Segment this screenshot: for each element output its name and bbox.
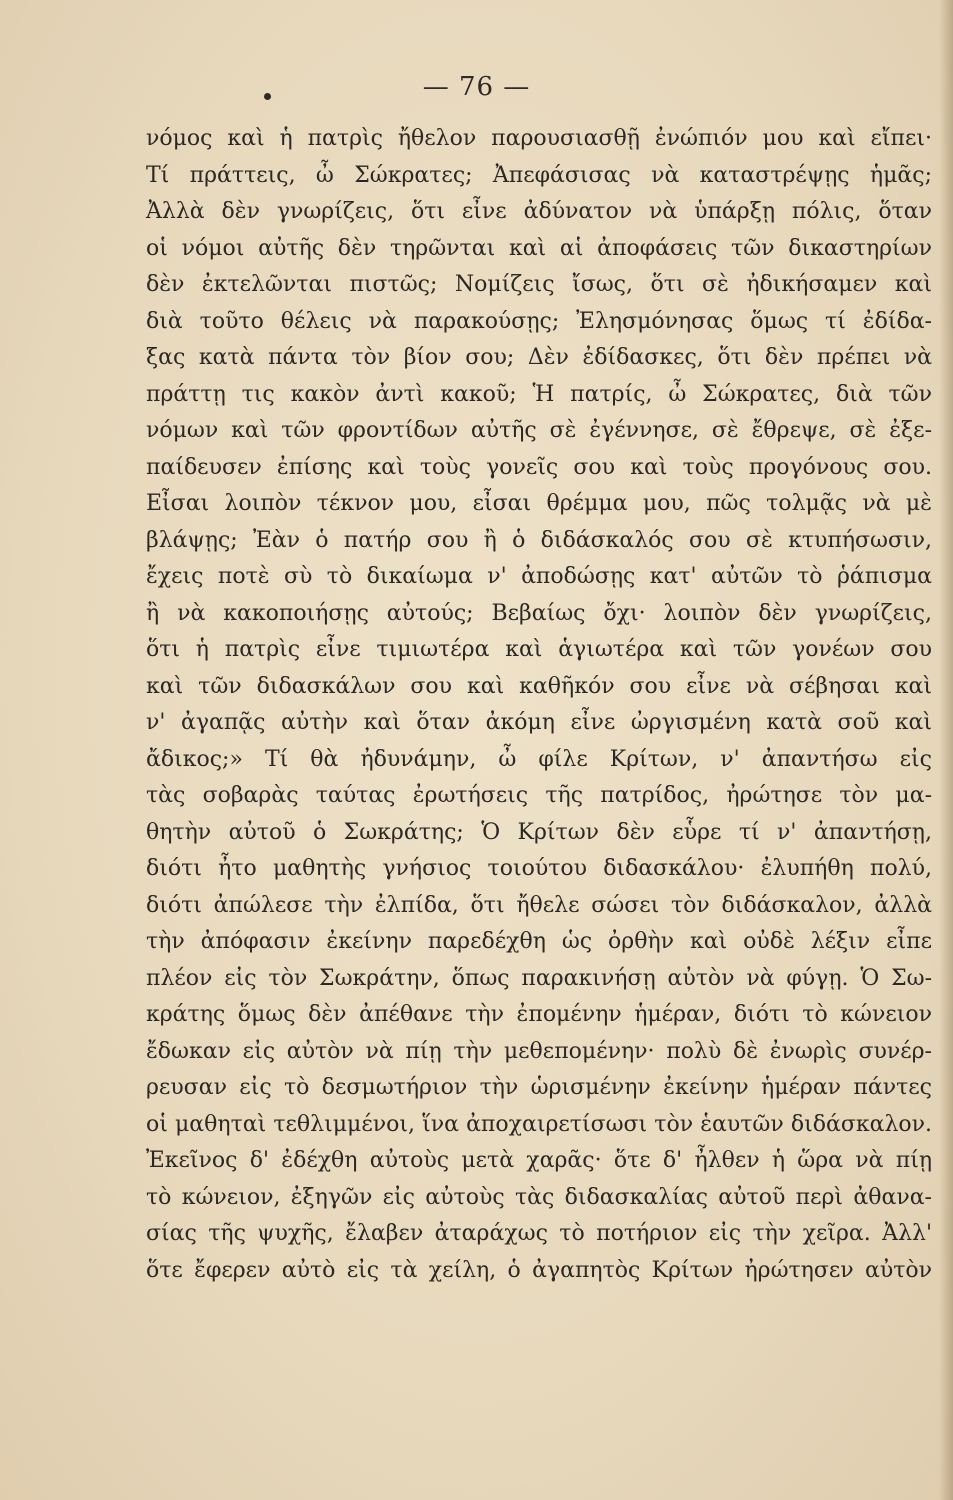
text-line: πλέον εἰς τὸν Σωκράτην, ὅπως παρακινήσῃ αὐτὸν νὰ φύγῃ. Ὁ Σω- xyxy=(146,965,932,991)
text-line: οἱ νόμοι αὐτῆς δὲν τηρῶνται καὶ αἱ ἀποφάσεις τῶν δικαστηρίων xyxy=(146,235,932,261)
text-line: ν' ἀγαπᾷς αὐτὴν καὶ ὅταν ἀκόμη εἶνε ὠργισμένη κατὰ σοῦ καὶ xyxy=(146,710,932,735)
text-line: σίας τῆς ψυχῆς, ἔλαβεν ἀταράχως τὸ ποτήριον εἰς τὴν χεῖρα. Ἀλλ' xyxy=(146,1221,932,1246)
text-line: Τί πράττεις, ὦ Σώκρατες; Ἀπεφάσισας νὰ καταστρέψῃς ἡμᾶς; xyxy=(146,162,932,188)
text-line: ἔχεις ποτὲ σὺ τὸ δικαίωμα ν' ἀποδώσῃς κατ' αὐτῶν τὸ ῥάπισμα xyxy=(146,564,932,589)
page-number: — 76 — xyxy=(422,72,531,102)
text-line: διὰ τοῦτο θέλεις νὰ παρακούσῃς; Ἐλησμόνησας ὅμως τί ἐδίδα- xyxy=(146,308,932,334)
page-edge-shadow xyxy=(939,0,953,1500)
text-line: νόμος καὶ ἡ πατρὶς ἤθελον παρουσιασθῇ ἐνώπιόν μου καὶ εἴπει· xyxy=(146,126,932,151)
text-line: τὸ κώνειον, ἐξηγῶν εἰς αὐτοὺς τὰς διδασκαλίας αὐτοῦ περὶ ἀθανα- xyxy=(146,1184,932,1210)
text-line: δὲν ἐκτελῶνται πιστῶς; Νομίζεις ἴσως, ὅτι σὲ ἠδικήσαμεν καὶ xyxy=(146,272,932,297)
text-line: διότι ἀπώλεσε τὴν ἐλπίδα, ὅτι ἤθελε σώσει τὸν διδάσκαλον, ἀλλὰ xyxy=(146,892,932,918)
text-line: διότι ἦτο μαθητὴς γνήσιος τοιούτου διδασκάλου· ἐλυπήθη πολύ, xyxy=(146,856,932,881)
text-line: Εἶσαι λοιπὸν τέκνον μου, εἶσαι θρέμμα μου, πῶς τολμᾷς νὰ μὲ xyxy=(146,491,932,516)
text-line: ἄδικος;» Τί θὰ ἠδυνάμην, ὦ φίλε Κρίτων, ν' ἀπαντήσω εἰς xyxy=(146,746,932,772)
text-line: ἢ νὰ κακοποιήσῃς αὐτούς; Βεβαίως ὄχι· λοιπὸν δὲν γνωρίζεις, xyxy=(146,600,932,626)
text-line: Ἐκεῖνος δ' ἐδέχθη αὐτοὺς μετὰ χαρᾶς· ὅτε δ' ἦλθεν ἡ ὥρα νὰ πίῃ xyxy=(146,1148,932,1173)
text-line: Ἀλλὰ δὲν γνωρίζεις, ὅτι εἶνε ἀδύνατον νὰ ὑπάρξῃ πόλις, ὅταν xyxy=(146,199,932,224)
text-line: καὶ τῶν διδασκάλων σου καὶ καθῆκόν σου εἶνε νὰ σέβησαι καὶ xyxy=(146,673,932,699)
text-line: ξας κατὰ πάντα τὸν βίον σου; Δὲν ἐδίδασκες, ὅτι δὲν πρέπει νὰ xyxy=(146,345,932,370)
text-line: τὰς σοβαρὰς ταύτας ἐρωτήσεις τῆς πατρίδος, ἠρώτησε τὸν μα- xyxy=(146,783,932,808)
text-line: πράττῃ τις κακὸν ἀντὶ κακοῦ; Ἡ πατρίς, ὦ Σώκρατες, διὰ τῶν xyxy=(146,381,932,407)
text-line: νόμων καὶ τῶν φροντίδων αὐτῆς σὲ ἐγέννησε, σὲ ἔθρεψε, σὲ ἐξε- xyxy=(146,418,932,443)
text-line: ὅτι ἡ πατρὶς εἶνε τιμιωτέρα καὶ ἁγιωτέρα καὶ τῶν γονέων σου xyxy=(146,637,932,662)
text-line: κράτης ὅμως δὲν ἀπέθανε τὴν ἐπομένην ἡμέραν, διότι τὸ κώνειον xyxy=(146,1002,932,1027)
text-line: ρευσαν εἰς τὸ δεσμωτήριον τὴν ὡρισμένην ἐκείνην ἡμέραν πάντες xyxy=(146,1075,932,1100)
text-line: παίδευσεν ἐπίσης καὶ τοὺς γονεῖς σου καὶ τοὺς προγόνους σου. xyxy=(146,454,932,480)
text-line: ἔδωκαν εἰς αὐτὸν νὰ πίῃ τὴν μεθεπομένην· πολὺ δὲ ἐνωρὶς συνέρ- xyxy=(146,1038,932,1064)
text-line: τὴν ἀπόφασιν ἐκείνην παρεδέχθη ὡς ὀρθὴν καὶ οὐδὲ λέξιν εἶπε xyxy=(146,929,932,954)
text-line: βλάψῃς; Ἐὰν ὁ πατήρ σου ἢ ὁ διδάσκαλός σου σὲ κτυπήσωσιν, xyxy=(146,527,932,553)
body-text xyxy=(146,121,932,1289)
text-line: ὅτε ἔφερεν αὐτὸ εἰς τὰ χείλη, ὁ ἀγαπητὸς Κρίτων ἠρώτησεν αὐτὸν xyxy=(146,1257,932,1283)
text-line: θητὴν αὐτοῦ ὁ Σωκράτης; Ὁ Κρίτων δὲν εὗρε τί ν' ἀπαντήσῃ, xyxy=(146,819,932,845)
text-line: οἱ μαθηταὶ τεθλιμμένοι, ἵνα ἀποχαιρετίσωσι τὸν ἑαυτῶν διδάσκαλον. xyxy=(146,1111,932,1137)
